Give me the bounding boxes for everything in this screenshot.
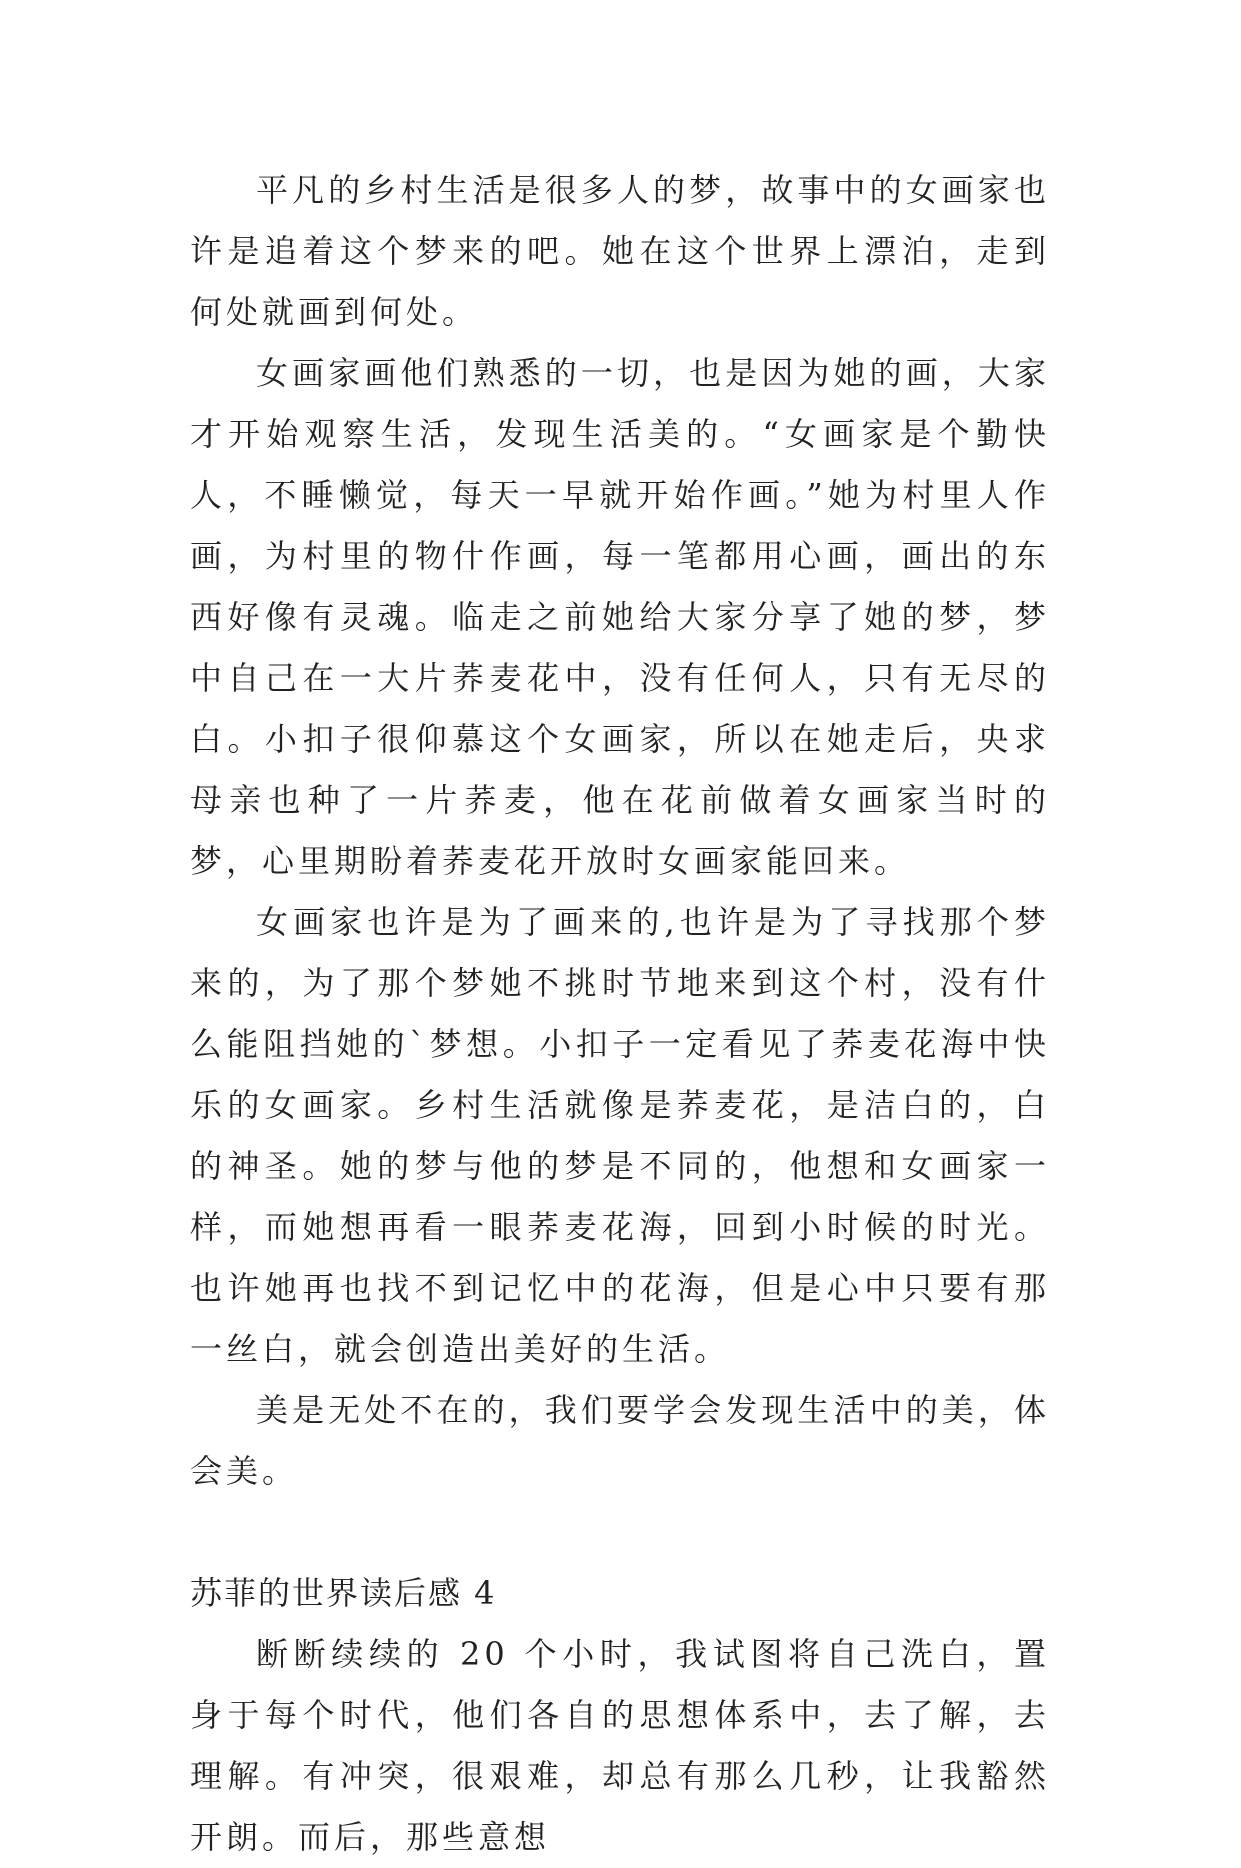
- paragraph-1: 平凡的乡村生活是很多人的梦，故事中的女画家也许是追着这个梦来的吧。她在这个世界上漂泊，走到何处就画到何处。: [190, 171, 1050, 331]
- paragraph-2: 女画家画他们熟悉的一切，也是因为她的画，大家才开始观察生活，发现生活美的。“女画家是个勤快人，不睡懒觉，每天一早就开始作画。”她为村里人作画，为村里的物什作画，每一笔都用心画，画出的东西好像有灵魂。临走之前她给大家分享了她的梦，梦中自己在一大片荞麦花中，没有任何人，只有无尽的白。小扣子很仰慕这个女画家，所以在她走后，央求母亲也种了一片荞麦，他在花前做着女画家当时的梦，心里期盼着荞麦花开放时女画家能回来。: [190, 354, 1050, 880]
- paragraph-5: 断断续续的 20 个小时，我试图将自己洗白，置身于每个时代，他们各自的思想体系中，去了解，去理解。有冲突，很艰难，却总有那么几秒，让我豁然开朗。而后，那些意想: [190, 1635, 1050, 1856]
- section-heading: 苏菲的世界读后感 4: [190, 1574, 497, 1612]
- paragraph-4: 美是无处不在的，我们要学会发现生活中的美，体会美。: [190, 1391, 1050, 1490]
- paragraph-3: 女画家也许是为了画来的,也许是为了寻找那个梦来的，为了那个梦她不挑时节地来到这个村，没有什么能阻挡她的`梦想。小扣子一定看见了荞麦花海中快乐的女画家。乡村生活就像是荞麦花，是洁白的，白的神圣。她的梦与他的梦是不同的，他想和女画家一样，而她想再看一眼荞麦花海，回到小时候的时光。也许她再也找不到记忆中的花海，但是心中只要有那一丝白，就会创造出美好的生活。: [190, 903, 1050, 1368]
- document-body: [190, 160, 1050, 1868]
